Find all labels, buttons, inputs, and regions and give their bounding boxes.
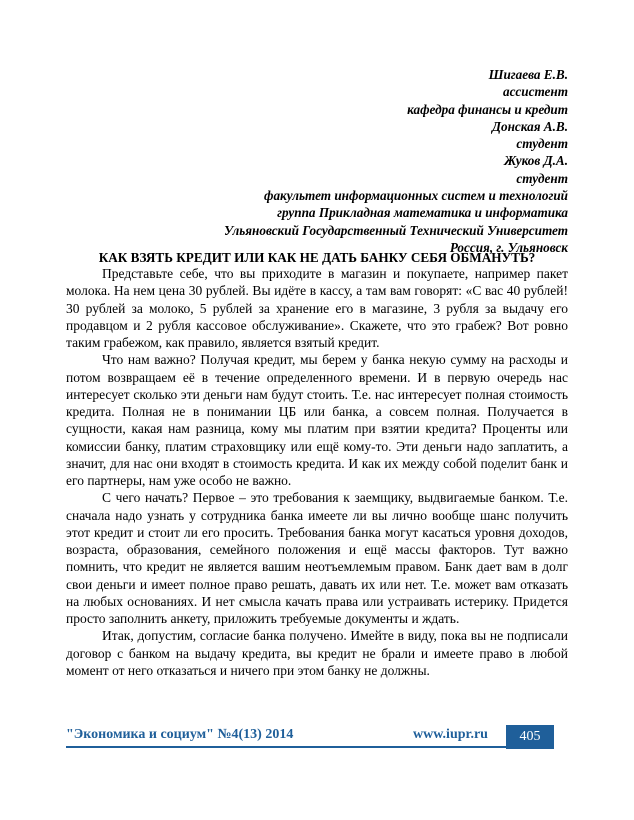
article-body: [66, 265, 568, 679]
page-number: 405: [506, 725, 554, 749]
author-name: Жуков Д.А.: [504, 153, 568, 169]
paragraph: Представьте себе, что вы приходите в магазин и покупаете, например пакет молока. На нем цена 30 рублей. Вы идёте в кассу, а там вам говорят: «С вас 40 рублей! 30 рублей за молоко, 5 рублей за хранение его в магазине, 3 рубля за выдачу его продавцом и 2 рубля кассовое обслуживание». Скажете, что это грабеж? Вот ровно таким грабежом, как правило, является взятый кредит.: [66, 266, 568, 350]
paragraph: Что нам важно? Получая кредит, мы берем у банка некую сумму на расходы и потом возвращаем её в течение определенного времени. И в первую очередь нас интересует сколько эти деньги нам будут стоить. Т.е. нас интересует полная стоимость кредита. Полная не в понимании ЦБ или банка, а совсем полная. Получается в сущности, какая нам разница, кому мы платим при взятии кредита? Проценты или комиссии банку, платим страховщику или ещё кому-то. Эти деньги надо заплатить, а значит, для нас они входят в стоимость кредита. И как их между собой поделит банк и его партнеры, нам уже особо не важно.: [66, 352, 568, 488]
footer-divider: [66, 746, 506, 748]
author-name: Шигаева Е.В.: [488, 67, 568, 82]
journal-name: "Экономика и социум" №4(13) 2014: [66, 727, 294, 742]
author-block: [48, 66, 568, 256]
paragraph: Итак, допустим, согласие банка получено. Имейте в виду, пока вы не подписали договор с банком на выдачу кредита, вы кредит не брали и имеете право в любой момент от него отказаться и ничего при этом банку не должны.: [66, 628, 568, 678]
author-position: студент: [516, 136, 568, 152]
author-department: кафедра финансы и кредит: [407, 101, 568, 117]
author-faculty: факультет информационных систем и технологий: [264, 188, 568, 204]
author-position: студент: [516, 170, 568, 186]
author-location: Россия, г. Ульяновск: [449, 239, 568, 255]
author-position: ассистент: [502, 84, 568, 100]
author-name: Донская А.В.: [491, 118, 568, 134]
page-footer: [66, 725, 568, 747]
author-group: группа Прикладная математика и информатика: [277, 205, 568, 221]
paragraph: С чего начать? Первое – это требования к заемщику, выдвигаемые банком. Т.е. сначала надо узнать у сотрудника банка имеете ли вы лично вообще шанс получить этот кредит и стоит ли его просить. Требования банка могут касаться уровня доходов, возраста, образования, семейного положения и ещё массы факторов. Тут важно помнить, что кредит не является вашим неотъемлемым правом. Банк дает вам в долг свои деньги и имеет полное право решать, давать их или нет. Т.е. может вам отказать на любых основаниях. И нет смысла качать права или устраивать истерику. Придется просто заполнить анкету, приложить требуемые документы и ждать.: [66, 490, 568, 626]
article-title: КАК ВЗЯТЬ КРЕДИТ ИЛИ КАК НЕ ДАТЬ БАНКУ СЕБЯ ОБМАНУТЬ?: [98, 250, 536, 265]
author-university: Ульяновский Государственный Технический Университет: [223, 222, 568, 238]
journal-website[interactable]: www.iupr.ru: [413, 727, 488, 742]
